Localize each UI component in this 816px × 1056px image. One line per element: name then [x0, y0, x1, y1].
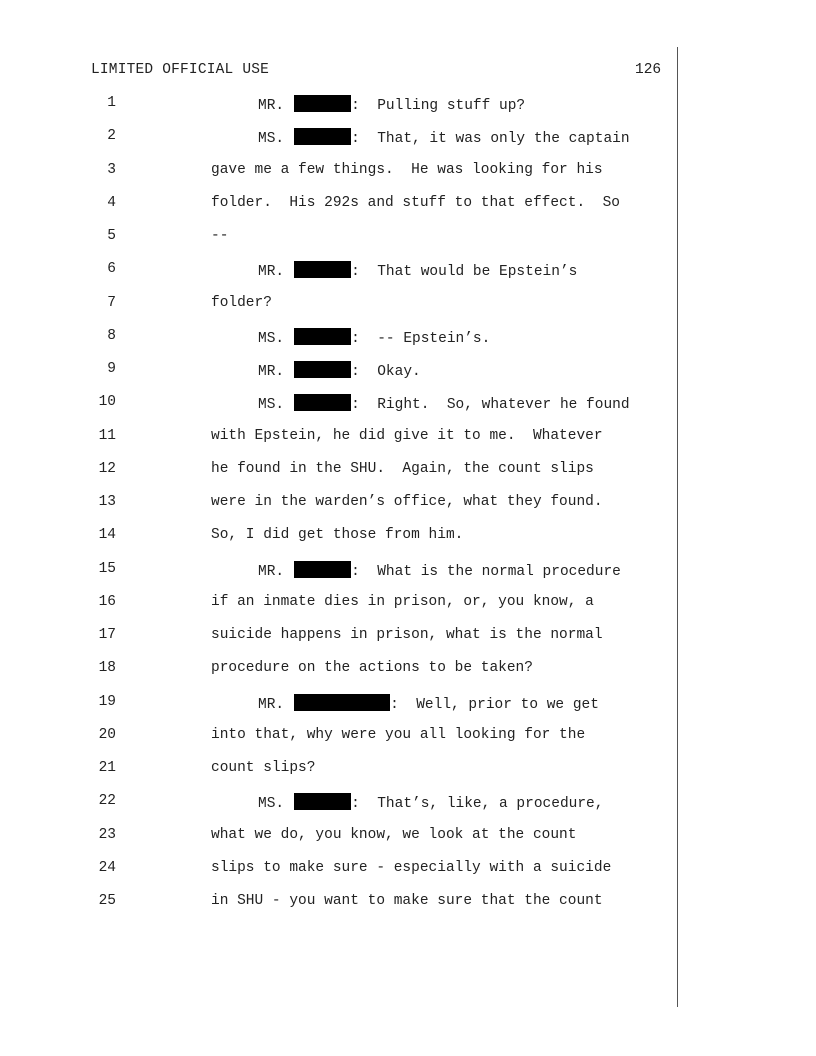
transcript-line — [0, 893, 816, 913]
speaker-line — [258, 361, 421, 380]
line-number: 8 — [107, 327, 116, 344]
speaker-line — [258, 694, 599, 713]
transcript-line — [0, 95, 816, 115]
line-number: 2 — [107, 128, 116, 145]
line-number: 24 — [98, 859, 116, 876]
transcript-line — [0, 627, 816, 647]
line-number: 22 — [98, 793, 116, 810]
line-number: 14 — [98, 527, 116, 544]
line-number: 18 — [98, 660, 116, 677]
speaker-title: MR. — [258, 364, 285, 380]
line-number: 9 — [107, 361, 116, 377]
continuation-text: into that, why were you all looking for the — [211, 726, 586, 743]
speaker-line — [258, 793, 603, 812]
continuation-text: what we do, you know, we look at the count — [211, 826, 577, 843]
line-number: 13 — [98, 494, 116, 510]
transcript-line — [0, 827, 816, 847]
utterance-text: : -- Epstein’s. — [351, 330, 491, 347]
transcript-line — [0, 295, 816, 315]
transcript-line — [0, 793, 816, 813]
continuation-text: if an inmate dies in prison, or, you know, a — [211, 593, 594, 610]
transcript-line — [0, 394, 816, 414]
transcript-line — [0, 261, 816, 281]
utterance-text: : That, it was only the captain — [351, 131, 630, 148]
line-number: 25 — [98, 893, 116, 909]
utterance-text: : What is the normal procedure — [351, 563, 621, 580]
transcript-line — [0, 195, 816, 215]
line-number: 23 — [98, 826, 116, 843]
continuation-text: suicide happens in prison, what is the normal — [211, 627, 603, 643]
speaker-title: MS. — [258, 330, 285, 347]
transcript-line — [0, 162, 816, 182]
speaker-title: MR. — [258, 98, 285, 114]
continuation-text: procedure on the actions to be taken? — [211, 660, 533, 677]
utterance-text: : That’s, like, a procedure, — [351, 796, 604, 813]
line-number: 11 — [98, 427, 116, 444]
transcript-line — [0, 328, 816, 348]
transcript-line — [0, 461, 816, 481]
continuation-text: were in the warden’s office, what they found. — [211, 494, 603, 510]
line-number: 3 — [107, 161, 116, 178]
line-number: 7 — [107, 294, 116, 311]
utterance-text: : That would be Epstein’s — [351, 264, 578, 281]
transcript-line — [0, 428, 816, 448]
line-number: 4 — [107, 194, 116, 211]
redaction-box — [294, 261, 351, 278]
transcript-line — [0, 494, 816, 514]
line-number: 20 — [98, 726, 116, 743]
transcript-line — [0, 694, 816, 714]
utterance-text: : Pulling stuff up? — [351, 98, 526, 114]
speaker-title: MS. — [258, 131, 285, 148]
transcript-line — [0, 727, 816, 747]
speaker-title: MR. — [258, 264, 285, 281]
continuation-text: folder? — [211, 294, 272, 311]
transcript-line — [0, 561, 816, 581]
redaction-box — [294, 394, 351, 411]
transcript-line — [0, 860, 816, 880]
redaction-box — [294, 95, 351, 112]
speaker-line — [258, 95, 525, 114]
continuation-text: he found in the SHU. Again, the count slips — [211, 460, 594, 477]
redaction-box — [294, 561, 351, 578]
continuation-text: with Epstein, he did give it to me. Whatever — [211, 427, 603, 444]
transcript-line — [0, 760, 816, 780]
line-number: 6 — [107, 261, 116, 278]
continuation-text: So, I did get those from him. — [211, 527, 464, 544]
line-number: 21 — [98, 760, 116, 776]
continuation-text: folder. His 292s and stuff to that effect. So — [211, 194, 620, 211]
redaction-box — [294, 694, 390, 711]
speaker-line — [258, 328, 490, 347]
line-number: 10 — [98, 394, 116, 411]
line-number: 1 — [107, 95, 116, 111]
line-number: 19 — [98, 693, 116, 710]
transcript-line — [0, 361, 816, 381]
transcript-line — [0, 128, 816, 148]
transcript-line — [0, 527, 816, 547]
redaction-box — [294, 793, 351, 810]
utterance-text: : Well, prior to we get — [390, 696, 599, 713]
transcript-line — [0, 660, 816, 680]
continuation-text: slips to make sure - especially with a suicide — [211, 859, 612, 876]
speaker-title: MR. — [258, 696, 285, 713]
speaker-line — [258, 128, 630, 147]
line-number: 16 — [98, 593, 116, 610]
classification-header: LIMITED OFFICIAL USE — [91, 62, 270, 78]
transcript-line — [0, 228, 816, 248]
line-number: 5 — [107, 228, 116, 244]
transcript-line — [0, 594, 816, 614]
redaction-box — [294, 328, 351, 345]
redaction-box — [294, 361, 351, 378]
continuation-text: gave me a few things. He was looking for his — [211, 161, 603, 178]
redaction-box — [294, 128, 351, 145]
line-number: 17 — [98, 627, 116, 643]
continuation-text: count slips? — [211, 760, 316, 776]
page-number: 126 — [635, 62, 662, 78]
speaker-line — [258, 561, 621, 580]
continuation-text: -- — [211, 228, 229, 244]
line-number: 15 — [98, 560, 116, 577]
line-number: 12 — [98, 460, 116, 477]
speaker-line — [258, 261, 577, 280]
speaker-title: MR. — [258, 563, 285, 580]
speaker-title: MS. — [258, 397, 285, 414]
speaker-line — [258, 394, 630, 413]
speaker-title: MS. — [258, 796, 285, 813]
continuation-text: in SHU - you want to make sure that the count — [211, 893, 603, 909]
utterance-text: : Okay. — [351, 364, 421, 380]
utterance-text: : Right. So, whatever he found — [351, 397, 630, 414]
